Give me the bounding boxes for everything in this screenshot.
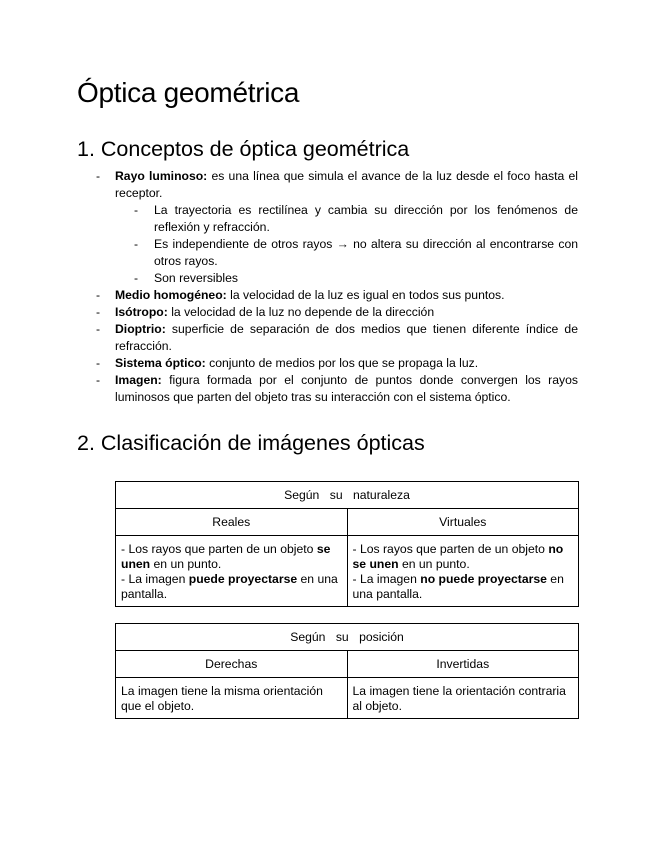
list-item-rayo-luminoso	[0, 168, 578, 287]
section-2-heading: 2. Clasificación de imágenes ópticas	[77, 431, 425, 455]
column-header-reales: Reales	[116, 509, 348, 536]
bold-text: no se unen	[352, 542, 564, 571]
definition: figura formada por el conjunto de puntos donde convergen los rayos luminosos que parten del objeto tras su interacción con el sistema óptico.	[115, 373, 578, 404]
text: - Los rayos que parten de un objeto	[121, 542, 317, 556]
cell-virtuales	[347, 536, 579, 607]
text: en un punto.	[398, 557, 470, 571]
list-item-dioptrio	[0, 321, 578, 355]
term: Dioptrio:	[115, 322, 166, 336]
text: en una pantalla.	[352, 572, 564, 601]
text: en una pantalla.	[121, 572, 338, 601]
cell-invertidas: La imagen tiene la orientación contraria al objeto.	[347, 678, 579, 719]
cell-derechas: La imagen tiene la misma orientación que el objeto.	[116, 678, 348, 719]
list-item-sistema-optico	[0, 355, 578, 372]
rayo-subitems	[115, 202, 578, 287]
sub-item: - La trayectoria es rectilínea y cambia su dirección por los fenómenos de reflexión y refracción.	[115, 202, 578, 236]
term: Isótropo:	[115, 305, 168, 319]
text: - Los rayos que parten de un objeto	[352, 542, 549, 556]
definition: es una línea que simula el avance de la luz desde el foco hasta el receptor.	[115, 169, 578, 200]
term: Sistema óptico:	[115, 356, 206, 370]
section-1-heading: 1. Conceptos de óptica geométrica	[77, 137, 410, 161]
sub-item: - Son reversibles	[115, 270, 578, 287]
concepts-list	[0, 168, 578, 406]
table-header: Según su posición	[116, 624, 579, 651]
text: - La imagen	[352, 572, 421, 586]
posicion-table	[115, 623, 579, 719]
term: Imagen:	[115, 373, 162, 387]
list-item-isotropo	[0, 304, 578, 321]
bold-text: se unen	[121, 542, 331, 571]
list-item-imagen	[0, 372, 578, 406]
text: - La imagen	[121, 572, 189, 586]
term: Rayo luminoso:	[115, 169, 208, 183]
column-header-derechas: Derechas	[116, 651, 348, 678]
naturaleza-table	[115, 481, 579, 607]
bold-text: no puede proyectarse	[420, 572, 547, 586]
column-header-virtuales: Virtuales	[347, 509, 579, 536]
term: Medio homogéneo:	[115, 288, 227, 302]
sub-item: - Es independiente de otros rayos → no altera su dirección al encontrarse con otros rayos.	[115, 236, 578, 270]
text: en un punto.	[150, 557, 222, 571]
definition: conjunto de medios por los que se propaga la luz.	[205, 356, 479, 370]
definition: la velocidad de la luz es igual en todos sus puntos.	[226, 288, 505, 302]
page-title: Óptica geométrica	[77, 77, 300, 108]
table-header: Según su naturaleza	[116, 482, 579, 509]
definition: la velocidad de la luz no depende de la dirección	[167, 305, 435, 319]
column-header-invertidas: Invertidas	[347, 651, 579, 678]
definition: superficie de separación de dos medios que tienen diferente índice de refracción.	[115, 322, 578, 353]
list-item-medio-homogeneo	[0, 287, 578, 304]
bold-text: puede proyectarse	[188, 572, 298, 586]
cell-reales	[116, 536, 348, 607]
